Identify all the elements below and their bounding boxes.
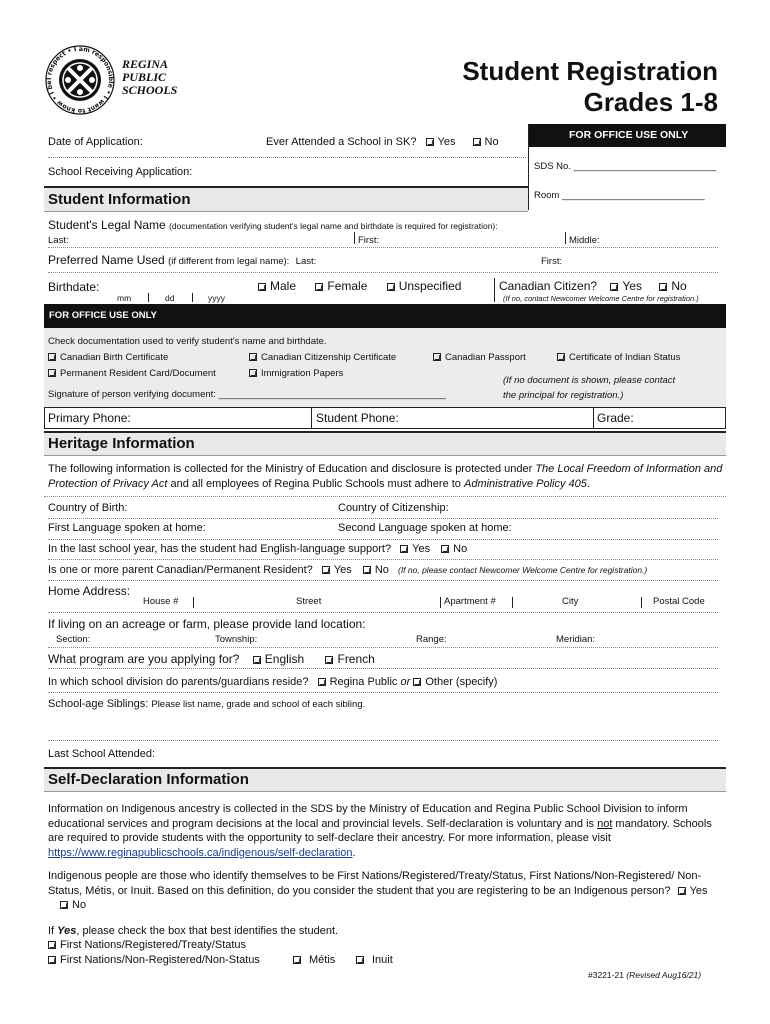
field-divider bbox=[512, 597, 513, 608]
indigenous-no-checkbox[interactable] bbox=[60, 901, 68, 909]
first-language-field[interactable]: First Language spoken at home: bbox=[48, 522, 206, 534]
regina-public-checkbox[interactable] bbox=[318, 678, 326, 686]
revision-date: (Revised Aug16/21) bbox=[626, 970, 702, 980]
field-divider bbox=[593, 407, 594, 429]
office-use-header: FOR OFFICE USE ONLY bbox=[529, 124, 726, 147]
indigenous-yes-checkbox[interactable] bbox=[678, 887, 686, 895]
house-number-field[interactable]: House # bbox=[143, 596, 179, 607]
intro-law-name: The Local Freedom of Information and Protection of Privacy Act bbox=[48, 463, 723, 490]
divider bbox=[48, 157, 526, 158]
metis-checkbox[interactable] bbox=[293, 956, 301, 964]
city-field[interactable]: City bbox=[562, 596, 579, 607]
preferred-name-title: Preferred Name Used bbox=[48, 253, 165, 267]
postal-code-field[interactable]: Postal Code bbox=[653, 596, 705, 607]
birthdate-mm: mm bbox=[117, 293, 132, 303]
english-support-yes-label: Yes bbox=[412, 543, 431, 555]
program-french-checkbox[interactable] bbox=[325, 656, 333, 664]
option-first-nations-registered bbox=[48, 939, 246, 951]
doc-checkbox[interactable] bbox=[557, 353, 565, 361]
parent-resident-note: (If no, please contact Newcomer Welcome Centre for registration.) bbox=[397, 565, 648, 575]
legal-middle-name-field[interactable]: Middle: bbox=[569, 235, 600, 246]
female-checkbox[interactable] bbox=[315, 283, 323, 291]
first-nations-registered-checkbox[interactable] bbox=[48, 941, 56, 949]
first-nations-registered-label: First Nations/Registered/Treaty/Status bbox=[60, 939, 247, 951]
field-divider bbox=[494, 278, 495, 302]
emphasis-not: not bbox=[597, 817, 613, 830]
citizen-no-label: No bbox=[671, 279, 687, 293]
preferred-name-note: (if different from legal name): bbox=[168, 256, 290, 267]
parent-resident-no-checkbox[interactable] bbox=[363, 566, 371, 574]
field-divider bbox=[148, 293, 149, 302]
other-division-checkbox[interactable] bbox=[413, 678, 421, 686]
no-document-note-line: the principal for registration.) bbox=[503, 390, 624, 401]
indigenous-no-label: No bbox=[72, 899, 87, 911]
primary-phone-field[interactable]: Primary Phone: bbox=[48, 411, 131, 425]
divider bbox=[48, 580, 718, 581]
divider bbox=[48, 612, 718, 613]
heritage-information-heading: Heritage Information bbox=[48, 435, 195, 452]
form-number bbox=[588, 970, 701, 980]
parent-resident-yes-label: Yes bbox=[333, 564, 352, 576]
no-document-note-line: (If no document is shown, please contact bbox=[503, 375, 676, 386]
doc-checkbox[interactable] bbox=[48, 369, 56, 377]
program-english-checkbox[interactable] bbox=[253, 656, 261, 664]
preferred-name-label bbox=[48, 253, 316, 267]
birthdate-dd: dd bbox=[165, 293, 175, 303]
doc-label: Canadian Citizenship Certificate bbox=[261, 352, 397, 363]
division-label: In which school division do parents/guardians reside? bbox=[48, 676, 309, 688]
divider bbox=[44, 496, 726, 497]
other-division-label: Other (specify) bbox=[425, 676, 498, 688]
field-divider bbox=[440, 597, 441, 608]
self-declaration-paragraph-2 bbox=[48, 869, 724, 913]
english-support-no-label: No bbox=[453, 543, 468, 555]
parent-resident-yes-checkbox[interactable] bbox=[322, 566, 330, 574]
logo-emblem-icon bbox=[44, 44, 116, 116]
preferred-last-name-field[interactable]: Last: bbox=[295, 256, 317, 267]
option-first-nations-non-registered bbox=[48, 954, 260, 966]
no-document-note bbox=[503, 373, 675, 403]
section-field[interactable]: Section: bbox=[56, 634, 91, 645]
attended-yes-checkbox[interactable] bbox=[426, 138, 434, 146]
parent-resident-question bbox=[48, 564, 647, 576]
citizen-yes-label: Yes bbox=[622, 279, 642, 293]
attended-yes-label: Yes bbox=[437, 136, 456, 148]
division-question bbox=[48, 676, 497, 688]
logo-org-line: REGINA bbox=[122, 57, 169, 71]
form-code: #3221-21 bbox=[588, 970, 627, 980]
doc-label: Canadian Passport bbox=[445, 352, 526, 363]
attended-sk-label: Ever Attended a School in SK? bbox=[266, 136, 417, 148]
unspecified-label: Unspecified bbox=[398, 279, 462, 293]
doc-indian-status bbox=[557, 352, 680, 363]
divider bbox=[48, 692, 718, 693]
legal-name-note: (documentation verifying student's legal name and birthdate is required for registration): bbox=[169, 221, 498, 231]
siblings-field[interactable] bbox=[48, 698, 365, 710]
self-declaration-heading: Self-Declaration Information bbox=[48, 771, 249, 788]
field-divider bbox=[193, 597, 194, 608]
parent-resident-label: Is one or more parent Canadian/Permanent Resident? bbox=[48, 564, 313, 576]
doc-checkbox[interactable] bbox=[48, 353, 56, 361]
title-line: Student Registration bbox=[462, 56, 718, 86]
student-phone-field[interactable]: Student Phone: bbox=[316, 411, 399, 425]
verifier-signature-field[interactable]: Signature of person verifying document: ___________________________________________ bbox=[48, 389, 446, 400]
page-title bbox=[462, 56, 718, 118]
doc-checkbox[interactable] bbox=[249, 369, 257, 377]
field-divider bbox=[192, 293, 193, 302]
room-field[interactable]: Room ___________________________ bbox=[534, 190, 705, 201]
logo-org-name bbox=[122, 58, 177, 97]
student-information-heading: Student Information bbox=[48, 191, 191, 208]
acreage-label: If living on an acreage or farm, please provide land location: bbox=[48, 617, 366, 631]
canadian-citizen-question bbox=[499, 279, 687, 293]
intro-text: and all employees of Regina Public Schools must adhere to bbox=[167, 477, 464, 490]
range-field[interactable]: Range: bbox=[416, 634, 447, 645]
doc-checkbox[interactable] bbox=[433, 353, 441, 361]
divider bbox=[48, 518, 718, 519]
legal-last-name-field[interactable]: Last: bbox=[48, 235, 69, 246]
school-receiving-field[interactable]: School Receiving Application: bbox=[48, 166, 193, 178]
intro-text: The following information is collected for the Ministry of Education and disclosure is protected under bbox=[48, 463, 536, 475]
doc-immigration-papers bbox=[249, 368, 343, 379]
english-support-question bbox=[48, 543, 467, 555]
female-label: Female bbox=[327, 279, 368, 293]
program-question bbox=[48, 652, 375, 666]
parent-resident-no-label: No bbox=[374, 564, 389, 576]
first-nations-non-registered-checkbox[interactable] bbox=[48, 956, 56, 964]
instruction-text: , please check the box that best identifies the student. bbox=[76, 925, 339, 937]
home-address-label: Home Address: bbox=[48, 584, 131, 598]
office-use-box bbox=[528, 124, 726, 210]
second-language-field[interactable]: Second Language spoken at home: bbox=[338, 522, 512, 534]
english-support-no-checkbox[interactable] bbox=[441, 545, 449, 553]
divider bbox=[48, 247, 718, 248]
divider bbox=[48, 272, 718, 273]
legal-name-label bbox=[48, 218, 498, 232]
intro-policy-name: Administrative Policy 405 bbox=[463, 477, 587, 490]
doc-label: Permanent Resident Card/Document bbox=[60, 368, 216, 379]
or-text: or bbox=[400, 676, 411, 688]
indigenous-yes-label: Yes bbox=[689, 884, 708, 897]
canadian-citizen-label: Canadian Citizen? bbox=[499, 279, 598, 293]
citizen-no-checkbox[interactable] bbox=[659, 283, 667, 291]
regina-public-label: Regina Public bbox=[329, 676, 398, 688]
sds-number-field[interactable]: SDS No. ___________________________ bbox=[534, 161, 717, 172]
field-divider bbox=[565, 232, 566, 244]
doc-passport bbox=[433, 352, 526, 363]
apartment-field[interactable]: Apartment # bbox=[444, 596, 496, 607]
unspecified-checkbox[interactable] bbox=[387, 283, 395, 291]
metis-label: Métis bbox=[309, 954, 336, 966]
birthdate-label[interactable]: Birthdate: bbox=[48, 280, 100, 294]
option-metis bbox=[293, 954, 335, 966]
inuit-checkbox[interactable] bbox=[356, 956, 364, 964]
field-divider bbox=[354, 232, 355, 244]
date-of-application-field[interactable]: Date of Application: bbox=[48, 136, 143, 148]
birthdate-yyyy: yyyy bbox=[208, 293, 225, 303]
doc-pr-card bbox=[48, 368, 216, 379]
divider bbox=[48, 539, 718, 540]
field-divider bbox=[311, 407, 312, 429]
logo-org-line: PUBLIC bbox=[122, 70, 167, 84]
preferred-first-name-field[interactable]: First: bbox=[541, 256, 563, 267]
legal-name-title: Student's Legal Name bbox=[48, 218, 166, 232]
attended-no-checkbox[interactable] bbox=[473, 138, 481, 146]
citizen-note: (If no, contact Newcomer Welcome Centre for registration.) bbox=[503, 294, 699, 303]
siblings-label: School-age Siblings: bbox=[48, 698, 149, 710]
doc-birth-certificate bbox=[48, 352, 168, 363]
office-use-verification-header: FOR OFFICE USE ONLY bbox=[44, 304, 726, 328]
program-french-label: French bbox=[337, 652, 375, 666]
paragraph-text: Information on Indigenous ancestry is collected in the SDS by the Ministry of Education and Regina Public School Division to inform educational services and program decisions at the local and provincial levels. Self-declaration is voluntary and is bbox=[48, 803, 688, 830]
doc-label: Canadian Birth Certificate bbox=[60, 352, 169, 363]
self-declaration-paragraph-1 bbox=[48, 802, 724, 860]
divider bbox=[48, 559, 718, 560]
attended-sk-question bbox=[266, 136, 499, 148]
inuit-label: Inuit bbox=[372, 954, 393, 966]
attended-no-label: No bbox=[484, 136, 499, 148]
gender-options bbox=[258, 279, 461, 293]
divider bbox=[48, 647, 718, 648]
country-of-citizenship-field[interactable]: Country of Citizenship: bbox=[338, 502, 449, 514]
divider bbox=[48, 740, 718, 741]
doc-label: Certificate of Indian Status bbox=[569, 352, 681, 363]
paragraph-text: mandatory. Schools are required to provide students with the opportunity to self-declare their ancestry. For more information, please visit bbox=[48, 817, 712, 844]
english-support-yes-checkbox[interactable] bbox=[400, 545, 408, 553]
country-of-birth-field[interactable]: Country of Birth: bbox=[48, 502, 128, 514]
doc-checkbox[interactable] bbox=[249, 353, 257, 361]
street-field[interactable]: Street bbox=[296, 596, 322, 607]
intro-text: . bbox=[586, 477, 590, 490]
first-nations-non-registered-label: First Nations/Non-Registered/Non-Status bbox=[60, 954, 260, 966]
doc-citizenship-certificate bbox=[249, 352, 396, 363]
self-declaration-link[interactable]: https://www.reginapublicschools.ca/indigenous/self-declaration bbox=[48, 846, 353, 859]
heritage-intro bbox=[48, 462, 724, 491]
option-inuit bbox=[356, 954, 393, 966]
last-school-field[interactable]: Last School Attended: bbox=[48, 748, 156, 760]
subtitle-line: Grades 1-8 bbox=[583, 87, 718, 117]
meridian-field[interactable]: Meridian: bbox=[556, 634, 596, 645]
english-support-label: In the last school year, has the student had English-language support? bbox=[48, 543, 392, 555]
instruction-yes: Yes bbox=[57, 925, 77, 937]
field-divider bbox=[641, 597, 642, 608]
paragraph-text: Indigenous people are those who identify themselves to be First Nations/Registered/Treaty/Status, First Nations/Non-Registered/ Non-Status, Métis, or Inuit. Based on this definition, do you consider the student that you are registering to be an Indigenous person? bbox=[48, 870, 702, 897]
doc-label: Immigration Papers bbox=[261, 368, 344, 379]
citizen-yes-checkbox[interactable] bbox=[610, 283, 618, 291]
school-logo bbox=[44, 44, 116, 116]
male-label: Male bbox=[270, 279, 297, 293]
legal-first-name-field[interactable]: First: bbox=[358, 235, 380, 246]
grade-field[interactable]: Grade: bbox=[597, 411, 634, 425]
siblings-note: Please list name, grade and school of each sibling. bbox=[151, 699, 366, 710]
program-label: What program are you applying for? bbox=[48, 652, 240, 666]
divider bbox=[48, 668, 718, 669]
instruction-text: If bbox=[48, 925, 58, 937]
male-checkbox[interactable] bbox=[258, 283, 266, 291]
identify-instruction bbox=[48, 925, 338, 937]
verification-instruction: Check documentation used to verify student's name and birthdate. bbox=[48, 336, 327, 347]
logo-ring-text: I respect • I am responsible • I want to know • I be bbox=[45, 45, 115, 115]
logo-org-line: SCHOOLS bbox=[122, 83, 178, 97]
township-field[interactable]: Township: bbox=[215, 634, 258, 645]
paragraph-text: . bbox=[352, 846, 356, 859]
program-english-label: English bbox=[264, 652, 305, 666]
